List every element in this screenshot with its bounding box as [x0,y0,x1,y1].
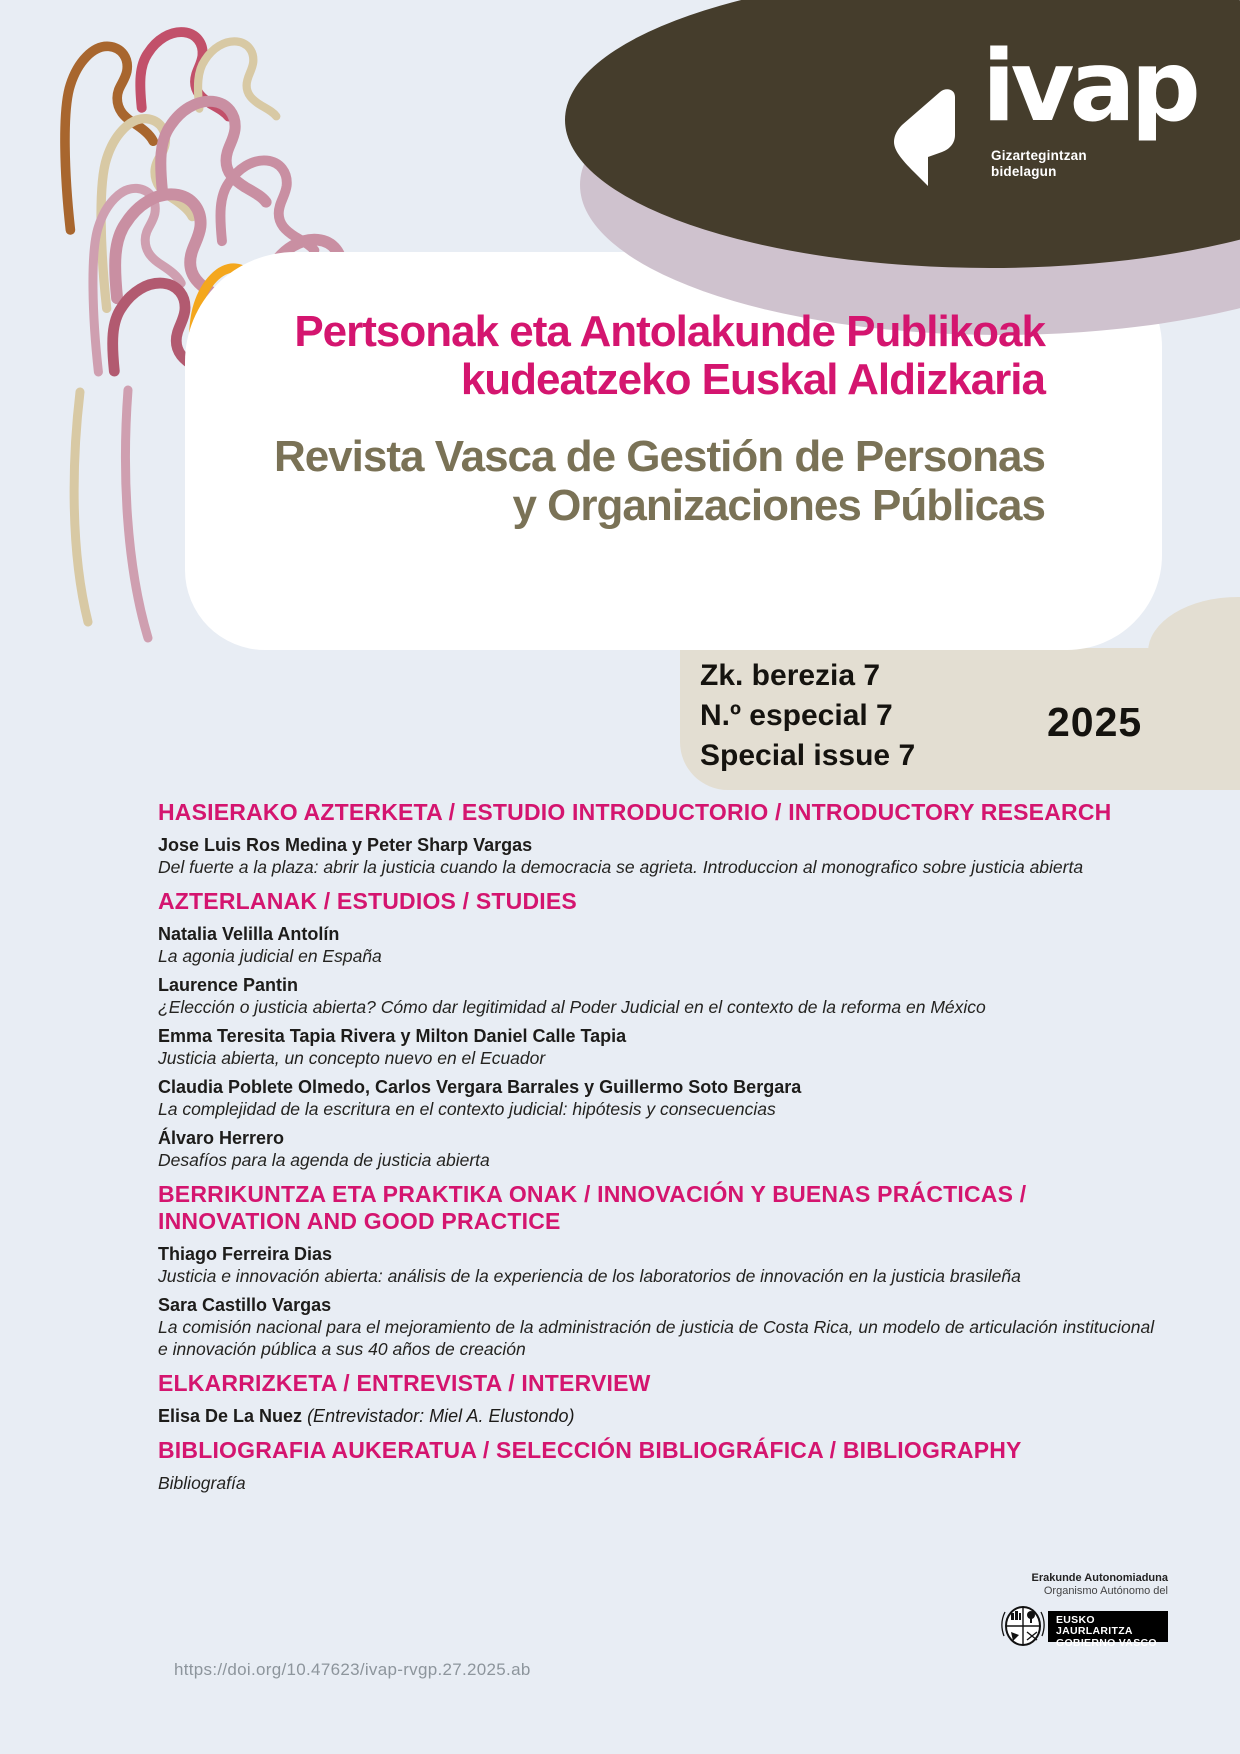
article-title: Desafíos para la agenda de justicia abierta [158,1150,490,1170]
ivap-tagline [991,148,1087,179]
doi-link[interactable]: https://doi.org/10.47623/ivap-rvgp.27.2025.ab [174,1660,531,1679]
article-title: Justicia abierta, un concepto nuevo en el Ecuador [158,1048,546,1068]
title-spanish-line2: y Organizaciones Públicas [512,481,1045,530]
article-entry [158,1472,1158,1494]
section-items [158,834,1158,878]
basque-coat-of-arms-icon [1000,1602,1046,1650]
article-title: Del fuerte a la plaza: abrir la justicia cuando la democracia se agrieta. Introduccion al monografico sobre justicia abierta [158,857,1084,877]
issue-basque: Zk. berezia 7 [700,659,881,692]
contents [158,799,1158,1501]
section-heading: AZTERLANAK / ESTUDIOS / STUDIES [158,888,577,914]
article-entry [158,1243,1158,1287]
gov-logo-row [905,1602,1168,1650]
article-entry [158,1127,1158,1171]
issue-english: Special issue 7 [700,739,916,772]
article-authors: Emma Teresita Tapia Rivera y Milton Daniel Calle Tapia [158,1026,627,1046]
ivap-tagline-line2: bidelagun [991,163,1057,179]
article-title: La agonia judicial en España [158,946,382,966]
article-entry [158,923,1158,967]
toc-section [158,1437,1158,1494]
toc-section [158,1370,1158,1427]
article-authors: Álvaro Herrero [158,1128,285,1148]
article-title: Bibliografía [158,1473,246,1493]
ivap-wordmark: ivap [982,30,1196,144]
article-authors: Sara Castillo Vargas [158,1295,332,1315]
section-items [158,923,1158,1171]
gov-name-box [1048,1611,1168,1649]
toc-section [158,799,1158,878]
section-heading: HASIERAKO AZTERKETA / ESTUDIO INTRODUCTORIO / INTRODUCTORY RESEARCH [158,799,1112,825]
gov-name-spanish: GOBIERNO VASCO [1056,1636,1157,1649]
title-basque-line2: kudeatzeko Euskal Aldizkaria [460,355,1045,404]
title-spanish-line1: Revista Vasca de Gestión de Personas [273,432,1045,481]
section-items [158,1243,1158,1360]
issue-panel-corner [1148,597,1240,652]
gov-label-basque: Erakunde Autonomiaduna [1031,1572,1168,1584]
section-heading: ELKARRIZKETA / ENTREVISTA / INTERVIEW [158,1370,651,1396]
issue-number-block [700,656,915,776]
journal-title-basque [274,308,1045,404]
gov-logo-block [905,1572,1168,1650]
article-note: (Entrevistador: Miel A. Elustondo) [302,1406,575,1426]
title-basque-line1: Pertsonak eta Antolakunde Publikoak [294,307,1045,356]
article-authors: Laurence Pantin [158,975,299,995]
toc-section [158,1181,1158,1360]
issue-spanish: N.º especial 7 [700,699,893,732]
ivap-tagline-line1: Gizartegintzan [991,148,1087,163]
section-items [158,1405,1158,1427]
article-authors: Natalia Velilla Antolín [158,924,340,944]
article-entry [158,1025,1158,1069]
article-authors: Claudia Poblete Olmedo, Carlos Vergara Barrales y Guillermo Soto Bergara [158,1077,802,1097]
article-title: Justicia e innovación abierta: análisis de la experiencia de los laboratorios de innovación en la justicia brasileña [158,1266,1021,1286]
journal-title-spanish [274,432,1045,530]
article-authors: Jose Luis Ros Medina y Peter Sharp Vargas [158,835,533,855]
article-entry [158,1405,1158,1427]
section-heading: BERRIKUNTZA ETA PRAKTIKA ONAK / INNOVACIÓN Y BUENAS PRÁCTICAS / INNOVATION AND GOOD PRACTICE [158,1181,1027,1234]
article-entry [158,1076,1158,1120]
article-entry [158,1294,1158,1360]
journal-title-block [274,308,1045,530]
article-authors: Thiago Ferreira Dias [158,1244,333,1264]
section-items [158,1472,1158,1494]
gov-label-spanish: Organismo Autónomo del [1043,1585,1168,1597]
gov-name-basque: EUSKO JAURLARITZA [1056,1613,1133,1637]
article-entry [158,974,1158,1018]
article-authors: Elisa De La Nuez (Entrevistador: Miel A. Elustondo) [158,1406,575,1426]
article-entry [158,834,1158,878]
toc-section [158,888,1158,1171]
section-heading: BIBLIOGRAFIA AUKERATUA / SELECCIÓN BIBLIOGRÁFICA / BIBLIOGRAPHY [158,1437,1022,1463]
ivap-mark-icon [886,86,980,190]
article-title: La comisión nacional para el mejoramiento de la administración de justicia de Costa Rica, un modelo de articulación institucional e innovación pública a sus 40 años de creación [158,1317,1155,1359]
issue-year: 2025 [1047,699,1143,745]
article-title: ¿Elección o justicia abierta? Cómo dar legitimidad al Poder Judicial en el contexto de la reforma en México [158,997,986,1017]
article-title: La complejidad de la escritura en el contexto judicial: hipótesis y consecuencias [158,1099,776,1119]
